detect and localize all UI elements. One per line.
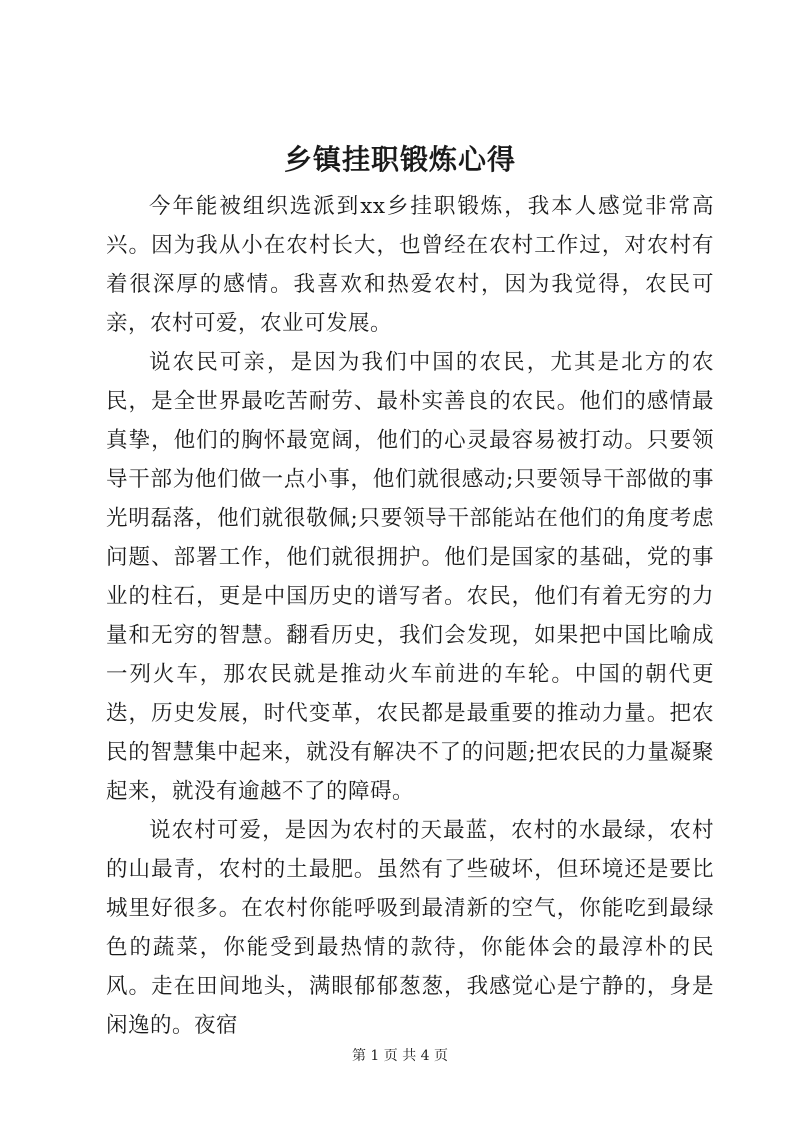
paragraph-1: 今年能被组织选派到xx乡挂职锻炼，我本人感觉非常高兴。因为我从小在农村长大，也曾经在农村工作过，对农村有着很深厚的感情。我喜欢和热爱农村，因为我觉得，农民可亲，农村可爱，农业可发展。	[106, 194, 714, 336]
document-body	[106, 187, 714, 1045]
page-number-footer: 第 1 页 共 4 页	[351, 1048, 449, 1064]
document-title: 乡镇挂职锻炼心得	[283, 143, 516, 176]
paragraph-2: 说农民可亲，是因为我们中国的农民，尤其是北方的农民，是全世界最吃苦耐劳、最朴实善良的农民。他们的感情最真挚，他们的胸怀最宽阔，他们的心灵最容易被打动。只要领导干部为他们做一点小事，他们就很感动;只要领导干部做的事光明磊落，他们就很敬佩;只要领导干部能站在他们的角度考虑问题、部署工作，他们就很拥护。他们是国家的基础，党的事业的柱石，更是中国历史的谱写者。农民，他们有着无穷的力量和无穷的智慧。翻看历史，我们会发现，如果把中国比喻成一列火车，那农民就是推动火车前进的车轮。中国的朝代更迭，历史发展，时代变革，农民都是最重要的推动力量。把农民的智慧集中起来，就没有解决不了的问题;把农民的力量凝聚起来，就没有逾越不了的障碍。	[106, 350, 714, 804]
paragraph-3: 说农村可爱，是因为农村的天最蓝，农村的水最绿，农村的山最青，农村的土最肥。虽然有了些破坏，但环境还是要比城里好很多。在农村你能呼吸到最清新的空气，你能吃到最绿色的蔬菜，你能受到最热情的款待，你能体会的最淳朴的民风。走在田间地头，满眼郁郁葱葱，我感觉心是宁静的，身是闲逸的。夜宿	[106, 818, 714, 1038]
